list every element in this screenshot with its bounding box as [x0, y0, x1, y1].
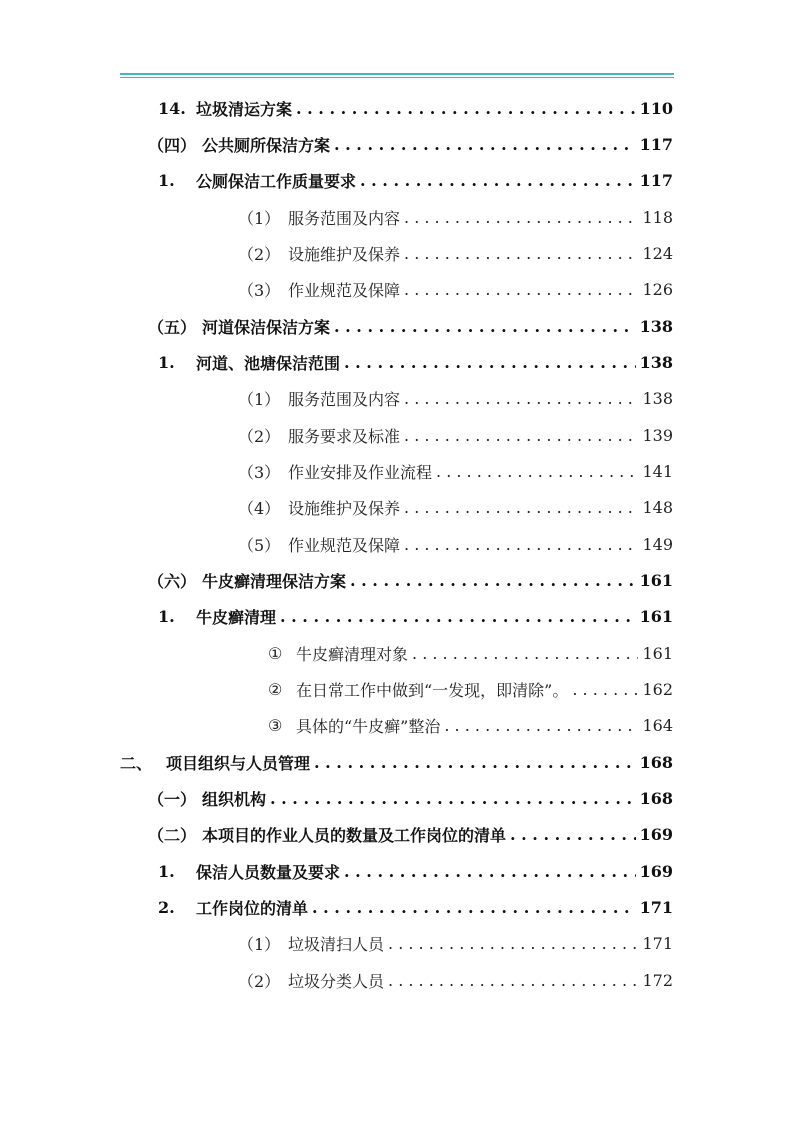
toc-entry-number: 1.: [158, 861, 175, 881]
toc-entry-page-number: 118: [642, 207, 673, 227]
toc-entry[interactable]: [120, 744, 673, 780]
toc-entry-title: 在日常工作中做到“一发现，即清除”。: [296, 680, 569, 700]
toc-entry-number: ②: [268, 679, 283, 699]
toc-dot-leader: [444, 716, 638, 734]
toc-entry-page-number: 168: [639, 752, 673, 772]
toc-entry-title: 垃圾清运方案: [196, 99, 293, 119]
toc-entry[interactable]: [148, 816, 673, 852]
toc-dot-leader: [572, 680, 638, 698]
toc-entry-number: 1.: [158, 606, 175, 626]
toc-dot-leader: [388, 934, 638, 952]
toc-dot-leader: [388, 971, 638, 989]
toc-dot-leader: [344, 353, 636, 371]
toc-entry-title: 设施维护及保养: [288, 498, 401, 518]
toc-dot-leader: [334, 135, 636, 153]
toc-entry-title: 工作岗位的清单: [196, 898, 309, 918]
toc-entry-title: 保洁人员数量及要求: [196, 862, 341, 882]
toc-entry[interactable]: [268, 707, 673, 743]
toc-dot-leader: [404, 426, 638, 444]
toc-dot-leader: [510, 825, 636, 843]
toc-entry-page-number: 162: [642, 679, 673, 699]
toc-entry-title: 牛皮癣清理保洁方案: [202, 571, 347, 591]
toc-entry-number: 14.: [158, 98, 186, 118]
toc-entry-title: 河道、池塘保洁范围: [196, 353, 341, 373]
toc-dot-leader: [404, 498, 638, 516]
toc-dot-leader: [350, 571, 636, 589]
toc-entry-title: 河道保洁保洁方案: [202, 317, 331, 337]
toc-entry-number: （1）: [238, 208, 281, 228]
toc-entry-page-number: 148: [642, 497, 673, 517]
toc-entry-title: 服务范围及内容: [288, 208, 401, 228]
toc-entry-page-number: 138: [642, 388, 673, 408]
toc-entry-title: 公共厕所保洁方案: [202, 135, 331, 155]
toc-entry-title: 牛皮癣清理: [196, 607, 277, 627]
toc-entry[interactable]: [268, 635, 673, 671]
toc-entry-page-number: 169: [639, 861, 673, 881]
toc-entry-title: 服务范围及内容: [288, 389, 401, 409]
toc-entry[interactable]: [238, 271, 673, 307]
toc-entry[interactable]: [158, 889, 673, 925]
toc-entry-title: 垃圾分类人员: [288, 971, 385, 991]
toc-dot-leader: [360, 171, 636, 189]
toc-entry-page-number: 138: [639, 316, 673, 336]
toc-entry[interactable]: [238, 235, 673, 271]
toc-entry-title: 设施维护及保养: [288, 244, 401, 264]
toc-entry-page-number: 110: [639, 98, 673, 118]
toc-entry-title: 牛皮癣清理对象: [296, 644, 409, 664]
toc-entry-page-number: 171: [639, 897, 673, 917]
toc-entry-title: 服务要求及标准: [288, 426, 401, 446]
toc-entry-number: （四）: [148, 135, 197, 155]
toc-entry-page-number: 161: [639, 570, 673, 590]
toc-entry[interactable]: [238, 417, 673, 453]
toc-entry-title: 本项目的作业人员的数量及工作岗位的清单: [202, 825, 507, 845]
toc-entry-number: （1）: [238, 934, 281, 954]
toc-entry[interactable]: [158, 344, 673, 380]
toc-entry-page-number: 171: [642, 933, 673, 953]
toc-entry[interactable]: [158, 853, 673, 889]
toc-entry[interactable]: [238, 526, 673, 562]
toc-entry[interactable]: [148, 562, 673, 598]
toc-entry-number: （5）: [238, 535, 281, 555]
toc-dot-leader: [280, 607, 636, 625]
toc-dot-leader: [412, 644, 638, 662]
toc-entry[interactable]: [158, 162, 673, 198]
toc-entry-number: （一）: [148, 789, 197, 809]
toc-entry-page-number: 117: [639, 134, 673, 154]
toc-entry-title: 作业规范及保障: [288, 280, 401, 300]
toc-dot-leader: [404, 535, 638, 553]
toc-entry-page-number: 164: [642, 715, 673, 735]
toc-entry[interactable]: [268, 671, 673, 707]
toc-entry[interactable]: [238, 199, 673, 235]
toc-entry-page-number: 149: [642, 534, 673, 554]
toc-entry-page-number: 139: [642, 425, 673, 445]
toc-entry[interactable]: [148, 126, 673, 162]
toc-entry-page-number: 168: [639, 788, 673, 808]
toc-dot-leader: [270, 789, 636, 807]
toc-dot-leader: [404, 280, 638, 298]
toc-entry-number: （3）: [238, 280, 281, 300]
toc-dot-leader: [334, 317, 636, 335]
toc-entry[interactable]: [158, 598, 673, 634]
toc-entry-page-number: 172: [642, 970, 673, 990]
toc-entry[interactable]: [148, 780, 673, 816]
toc-dot-leader: [404, 208, 638, 226]
toc-entry-number: ③: [268, 715, 283, 735]
toc-dot-leader: [404, 389, 638, 407]
toc-entry-title: 项目组织与人员管理: [166, 753, 311, 773]
toc-entry-page-number: 169: [639, 824, 673, 844]
toc-dot-leader: [404, 244, 638, 262]
toc-entry-number: 1.: [158, 170, 175, 190]
toc-entry-number: （2）: [238, 971, 281, 991]
toc-entry-page-number: 138: [639, 352, 673, 372]
toc-entry[interactable]: [238, 453, 673, 489]
toc-entry[interactable]: [238, 489, 673, 525]
toc-entry-number: ①: [268, 643, 283, 663]
header-rule-bottom: [120, 77, 674, 78]
toc-entry[interactable]: [238, 380, 673, 416]
toc-entry[interactable]: [148, 308, 673, 344]
toc-entry-number: （1）: [238, 389, 281, 409]
toc-dot-leader: [436, 462, 638, 480]
toc-entry-number: （六）: [148, 571, 197, 591]
toc-dot-leader: [344, 862, 636, 880]
toc-dot-leader: [312, 898, 636, 916]
toc-entry-title: 组织机构: [202, 789, 267, 809]
toc-entry-page-number: 161: [642, 643, 673, 663]
toc-entry-page-number: 126: [642, 279, 673, 299]
toc-entry-number: 二、: [120, 753, 153, 773]
toc-entry-title: 作业安排及作业流程: [288, 462, 433, 482]
header-rule-top: [120, 73, 674, 75]
toc-entry-number: （2）: [238, 426, 281, 446]
toc-entry[interactable]: [158, 90, 673, 126]
toc-entry[interactable]: [238, 925, 673, 961]
toc-entry-title: 公厕保洁工作质量要求: [196, 171, 357, 191]
toc-entry-number: 2.: [158, 897, 175, 917]
toc-entry-number: （4）: [238, 498, 281, 518]
toc-entry-page-number: 117: [639, 170, 673, 190]
toc-dot-leader: [296, 99, 636, 117]
toc-entry-title: 垃圾清扫人员: [288, 934, 385, 954]
toc-entry-page-number: 141: [642, 461, 673, 481]
toc-entry-page-number: 161: [639, 606, 673, 626]
toc-entry-page-number: 124: [642, 243, 673, 263]
toc-dot-leader: [314, 753, 636, 771]
toc-entry-title: 作业规范及保障: [288, 535, 401, 555]
toc-entry[interactable]: [238, 962, 673, 998]
toc-entry-number: （2）: [238, 244, 281, 264]
toc-entry-number: （五）: [148, 317, 197, 337]
toc-entry-number: 1.: [158, 352, 175, 372]
toc-entry-number: （3）: [238, 462, 281, 482]
toc-entry-number: （二）: [148, 825, 197, 845]
toc-entry-title: 具体的“牛皮癣”整治: [296, 716, 441, 736]
